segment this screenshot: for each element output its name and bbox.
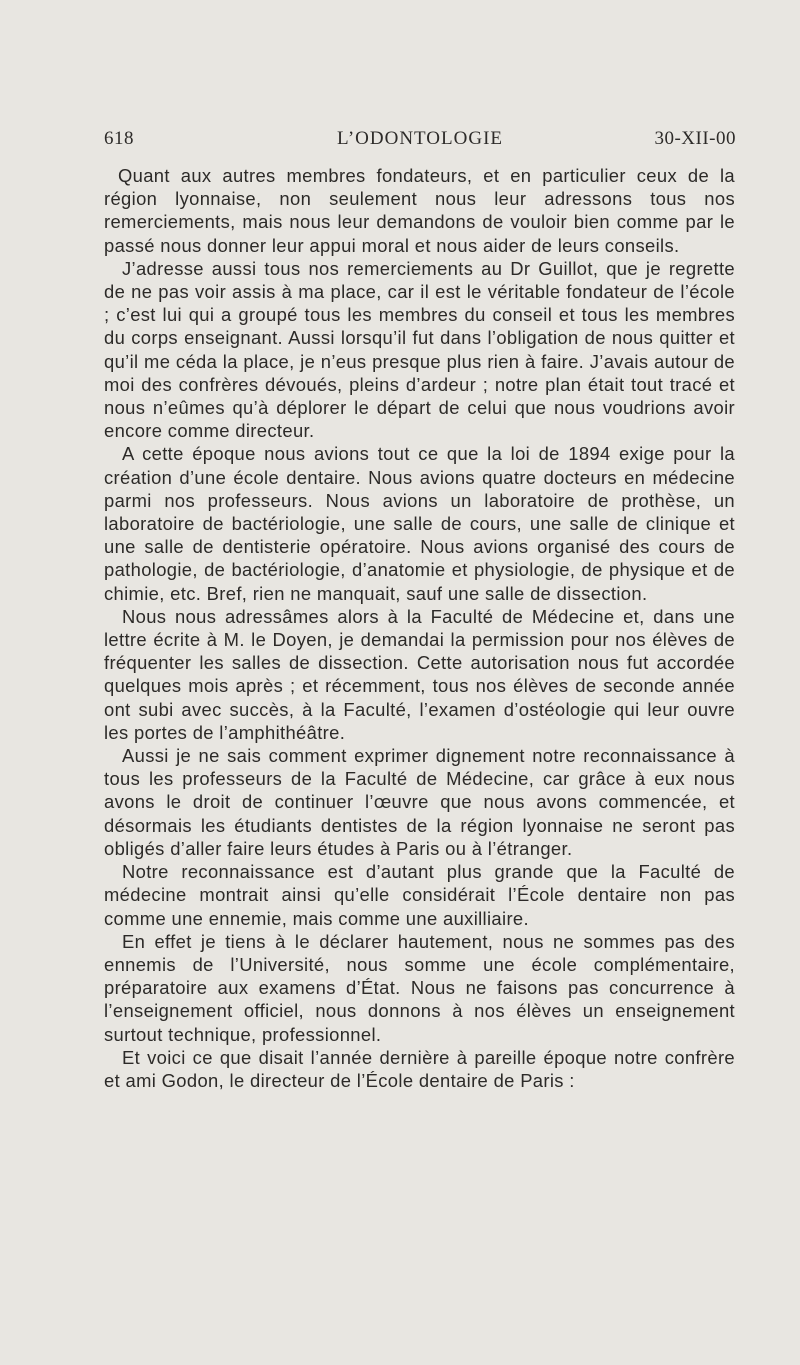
paragraph: En effet je tiens à le déclarer hautement, nous ne sommes pas des ennemis de l’Université, nous somme une école complémentaire, préparatoire aux examens d’État. Nous ne faisons pas concurrence à l’enseignement officiel, nous donnons à nos élèves un enseignement surtout technique, professionnel. xyxy=(104,930,735,1045)
paragraph: J’adresse aussi tous nos remerciements au Dr Guillot, que je regrette de ne pas voir assis à ma place, car il est le véritable fondateur de l’école ; c’est lui qui a groupé tous les membres du conseil et tous les membres du corps enseignant. Aussi lorsqu’il fut dans l’obligation de nous quitter et qu’il me céda la place, je n’eus presque plus rien à faire. J’avais autour de moi des confrères dévoués, pleins d’ardeur ; notre plan était tout tracé et nous n’eûmes qu’à déplorer le départ de celui que nous voudrions avoir encore comme directeur. xyxy=(104,257,735,442)
paragraph: Quant aux autres membres fondateurs, et en particulier ceux de la région lyonnaise, non seulement nous leur adressons tous nos remerciements, mais nous leur demandons de vouloir bien comme par le passé nous donner leur appui moral et nous aider de leurs conseils. xyxy=(104,165,735,256)
paragraph: A cette époque nous avions tout ce que la loi de 1894 exige pour la création d’une école dentaire. Nous avions quatre docteurs en médecine parmi nos professeurs. Nous avions un laboratoire de prothèse, un laboratoire de bactériologie, une salle de cours, une salle de clinique et une salle de dentisterie opératoire. Nous avions organisé des cours de pathologie, de bactériologie, d’anatomie et physiologie, de physique et de chimie, etc. Bref, rien ne manquait, sauf une salle de dissection. xyxy=(104,443,735,604)
paragraph: Aussi je ne sais comment exprimer dignement notre reconnaissance à tous les professeurs de la Faculté de Médecine, car grâce à eux nous avons le droit de continuer l’œuvre que nous avons commencée, et désormais les étudiants dentistes de la région lyonnaise ne seront pas obligés d’aller faire leurs études à Paris ou à l’étranger. xyxy=(104,745,735,859)
body-text xyxy=(104,164,735,1092)
page-number: 618 xyxy=(104,128,134,149)
paragraph: Nous nous adressâmes alors à la Faculté de Médecine et, dans une lettre écrite à M. le Doyen, je demandai la permission pour nos élèves de fréquenter les salles de dissection. Cette autorisation nous fut accordée quelques mois après ; et récemment, tous nos élèves de seconde année ont subi avec succès, à la Faculté, l’examen d’ostéologie qui leur ouvre les portes de l’amphithéâtre. xyxy=(104,605,735,743)
running-title: L’ODONTOLOGIE xyxy=(336,128,504,149)
paragraph: Et voici ce que disait l’année dernière à pareille époque notre confrère et ami Godon, le directeur de l’École dentaire de Paris : xyxy=(104,1046,735,1091)
issue-date: 30-XII-00 xyxy=(654,128,736,149)
running-header xyxy=(104,128,736,156)
paragraph: Notre reconnaissance est d’autant plus grande que la Faculté de médecine montrait ainsi qu’elle considérait l’École dentaire non pas comme une ennemie, mais comme une auxilliaire. xyxy=(104,861,735,929)
